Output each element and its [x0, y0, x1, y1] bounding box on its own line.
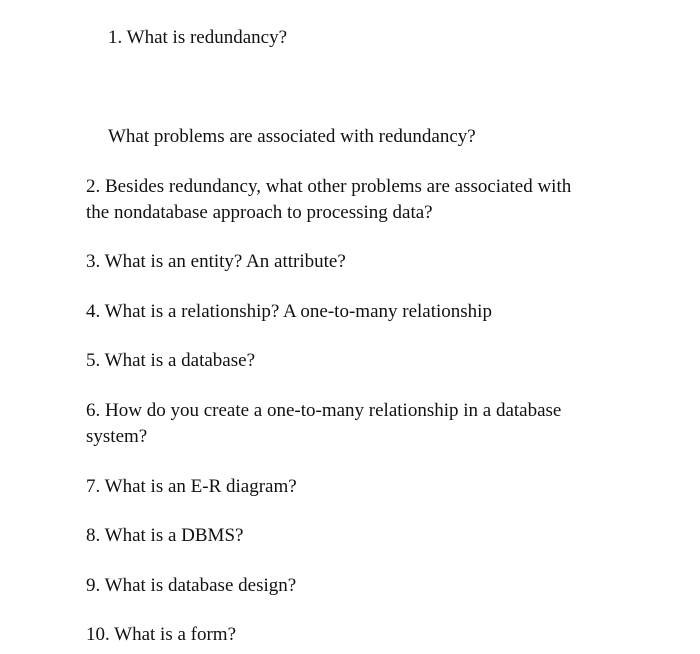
question-7: 7. What is an E-R diagram?: [86, 476, 297, 497]
question-9: 9. What is database design?: [86, 575, 297, 596]
question-4: 4. What is a relationship? A one-to-many relationship: [86, 301, 492, 322]
question-6-line-1: 6. How do you create a one-to-many relationship in a database: [86, 400, 562, 421]
question-10: 10. What is a form?: [86, 624, 237, 645]
question-3: 3. What is an entity? An attribute?: [86, 251, 346, 272]
question-2-line-1: 2. Besides redundancy, what other problems are associated with: [86, 176, 572, 197]
question-5: 5. What is a database?: [86, 350, 255, 371]
question-2-line-2: the nondatabase approach to processing data?: [86, 202, 433, 223]
question-6-line-2: system?: [86, 426, 148, 447]
question-1-followup: What problems are associated with redundancy?: [108, 126, 476, 147]
question-8: 8. What is a DBMS?: [86, 525, 244, 546]
question-1: 1. What is redundancy?: [108, 27, 288, 48]
